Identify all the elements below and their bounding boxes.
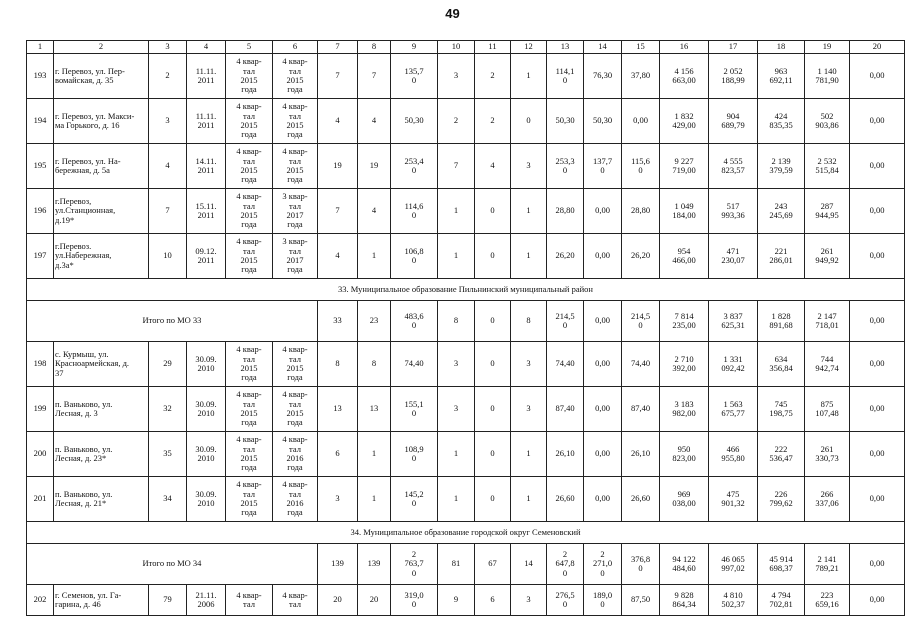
column-number-header: 13 [547,41,584,54]
table-cell: 13 [358,387,391,432]
table-cell: 4 квар- тал 2015 года [226,54,273,99]
total-cell: 7 814 235,00 [660,301,709,342]
total-cell: 214,5 0 [547,301,584,342]
column-number-header: 20 [850,41,905,54]
table-cell: 517 993,36 [709,189,758,234]
table-cell: 3 [511,387,547,432]
table-cell: 26,60 [622,477,660,522]
address-cell: п. Ваньково, ул. Лесная, д. 21* [54,477,149,522]
table-cell: 3 183 982,00 [660,387,709,432]
table-cell: 4 квар- тал 2016 года [273,432,318,477]
page-number: 49 [445,6,460,21]
table-cell: 1 140 781,90 [805,54,850,99]
table-cell: 4 [149,144,187,189]
table-cell: 10 [149,234,187,279]
table-cell: 0 [475,234,511,279]
table-row [27,189,905,234]
table-cell: 4 квар- тал [226,585,273,616]
table-cell: 0 [511,99,547,144]
table-cell: 4 квар- тал 2015 года [226,144,273,189]
total-cell: 483,6 0 [391,301,438,342]
table-row [27,234,905,279]
total-cell: 139 [358,544,391,585]
table-cell: 261 949,92 [805,234,850,279]
table-cell: 87,40 [622,387,660,432]
table-cell: 4 квар- тал 2015 года [273,342,318,387]
column-number-header: 19 [805,41,850,54]
table-cell: 253,4 0 [391,144,438,189]
table-cell: 4 квар- тал [273,585,318,616]
table-cell: 471 230,07 [709,234,758,279]
table-cell: 11.11. 2011 [187,99,226,144]
table-cell: 4 квар- тал 2015 года [273,54,318,99]
table-cell: 0 [475,432,511,477]
table-cell: 19 [358,144,391,189]
total-cell: 94 122 484,60 [660,544,709,585]
table-cell: 26,20 [547,234,584,279]
table-cell: 9 227 719,00 [660,144,709,189]
table-cell: 0,00 [584,342,622,387]
table-cell: 0,00 [850,387,905,432]
table-cell: 744 942,74 [805,342,850,387]
table-cell: 0,00 [850,189,905,234]
table-cell: 21.11. 2006 [187,585,226,616]
table-cell: 0,00 [850,432,905,477]
table-row [27,477,905,522]
table-row [27,54,905,99]
table-cell: 221 286,01 [758,234,805,279]
total-cell: 1 828 891,68 [758,301,805,342]
table-cell: 8 [358,342,391,387]
section-title: 34. Муниципальное образование городской округ Семеновский [27,522,905,544]
table-cell: 19 [318,144,358,189]
column-number-header: 17 [709,41,758,54]
table-cell: 2 [475,99,511,144]
table-cell: 50,30 [391,99,438,144]
table-cell: 106,8 0 [391,234,438,279]
column-number-header: 1 [27,41,54,54]
column-number-row [27,41,905,54]
table-cell: 904 689,79 [709,99,758,144]
table-cell: 0,00 [584,387,622,432]
total-label: Итого по МО 33 [27,301,318,342]
table-row [27,432,905,477]
table-cell: 2 139 379,59 [758,144,805,189]
table-cell: 7 [318,54,358,99]
table-cell: 4 [358,189,391,234]
table-cell: 266 337,06 [805,477,850,522]
table-cell: 466 955,80 [709,432,758,477]
table-cell: 4 [318,99,358,144]
table-cell: 0,00 [584,432,622,477]
column-number-header: 2 [54,41,149,54]
table-cell: 2 [438,99,475,144]
column-number-header: 4 [187,41,226,54]
total-cell: 3 837 625,31 [709,301,758,342]
table-cell: 4 квар- тал 2016 года [273,477,318,522]
table-cell: 0,00 [584,234,622,279]
total-cell: 2 763,7 0 [391,544,438,585]
table-cell: 108,9 0 [391,432,438,477]
total-cell: 14 [511,544,547,585]
table-cell: 0,00 [850,144,905,189]
table-cell: 189,0 0 [584,585,622,616]
total-cell: 23 [358,301,391,342]
table-cell: 37,80 [622,54,660,99]
table-cell: 4 квар- тал 2015 года [226,477,273,522]
total-cell: 0 [475,301,511,342]
total-cell: 2 141 789,21 [805,544,850,585]
table-cell: 222 536,47 [758,432,805,477]
table-cell: 3 [438,387,475,432]
table-cell: 1 [438,189,475,234]
column-number-header: 5 [226,41,273,54]
table-cell: 4 квар- тал 2015 года [226,387,273,432]
table-cell: 34 [149,477,187,522]
table-cell: 4 квар- тал 2015 года [226,189,273,234]
table-cell: 26,60 [547,477,584,522]
table-row [27,144,905,189]
table-cell: 0 [475,189,511,234]
total-cell: 214,5 0 [622,301,660,342]
table-row [27,99,905,144]
table-cell: 30.09. 2010 [187,387,226,432]
table-cell: 1 [511,477,547,522]
table-cell: 319,0 0 [391,585,438,616]
table-cell: 9 828 864,34 [660,585,709,616]
total-cell: 46 065 997,02 [709,544,758,585]
table-cell: 1 [358,477,391,522]
table-cell: 3 [149,99,187,144]
column-number-header: 15 [622,41,660,54]
table-cell: 1 [438,432,475,477]
table-cell: 1 832 429,00 [660,99,709,144]
total-cell: 0,00 [584,301,622,342]
table-cell: 4 555 823,57 [709,144,758,189]
table-cell: 0,00 [850,234,905,279]
total-cell: 33 [318,301,358,342]
table-cell: 7 [149,189,187,234]
column-number-header: 12 [511,41,547,54]
table-cell: 115,6 0 [622,144,660,189]
table-cell: 0,00 [850,342,905,387]
table-cell: 0,00 [622,99,660,144]
table-cell: 74,40 [622,342,660,387]
total-cell: 8 [438,301,475,342]
table-cell: 6 [318,432,358,477]
total-cell: 81 [438,544,475,585]
total-cell: 8 [511,301,547,342]
table-cell: 1 [511,234,547,279]
table-cell: 1 [511,189,547,234]
table-cell: 09.12. 2011 [187,234,226,279]
address-cell: г. Перевоз, ул. На- бережная, д. 5а [54,144,149,189]
table-cell: 2 052 188,99 [709,54,758,99]
row-number: 194 [27,99,54,144]
column-number-header: 3 [149,41,187,54]
table-cell: 1 [511,54,547,99]
table-cell: 26,20 [622,234,660,279]
table-cell: 3 квар- тал 2017 года [273,234,318,279]
table-cell: 74,40 [547,342,584,387]
table-cell: 28,80 [622,189,660,234]
table-cell: 1 049 184,00 [660,189,709,234]
table-cell: 32 [149,387,187,432]
table-cell: 0 [475,342,511,387]
table-row [27,585,905,616]
table-cell: 4 810 502,37 [709,585,758,616]
table-cell: 3 [318,477,358,522]
total-cell: 67 [475,544,511,585]
column-number-header: 7 [318,41,358,54]
table-cell: 969 038,00 [660,477,709,522]
column-number-header: 6 [273,41,318,54]
table-cell: 26,10 [547,432,584,477]
total-row [27,544,905,585]
table-cell: 4 квар- тал 2015 года [273,387,318,432]
table-cell: 2 532 515,84 [805,144,850,189]
table-cell: 28,80 [547,189,584,234]
address-cell: с. Курмыш, ул. Красноармейская, д. 37 [54,342,149,387]
table-cell: 243 245,69 [758,189,805,234]
address-cell: г. Перевоз, ул. Пер- вомайская, д. 35 [54,54,149,99]
table-cell: 1 [358,432,391,477]
table-cell: 634 356,84 [758,342,805,387]
column-number-header: 16 [660,41,709,54]
table-cell: 276,5 0 [547,585,584,616]
column-number-header: 14 [584,41,622,54]
table-cell: 4 794 702,81 [758,585,805,616]
table-cell: 1 [438,477,475,522]
table-cell: 30.09. 2010 [187,477,226,522]
table-cell: 875 107,48 [805,387,850,432]
table-cell: 2 [149,54,187,99]
table-cell: 0 [475,387,511,432]
address-cell: п. Ваньково, ул. Лесная, д. 3 [54,387,149,432]
table-cell: 15.11. 2011 [187,189,226,234]
table-cell: 4 квар- тал 2015 года [226,99,273,144]
table-cell: 3 [511,585,547,616]
table-cell: 0,00 [850,54,905,99]
table-cell: 950 823,00 [660,432,709,477]
table-cell: 14.11. 2011 [187,144,226,189]
table-cell: 4 квар- тал 2015 года [226,342,273,387]
section-title: 33. Муниципальное образование Пильнинский муниципальный район [27,279,905,301]
table-cell: 4 156 663,00 [660,54,709,99]
table-cell: 261 330,73 [805,432,850,477]
table-cell: 74,40 [391,342,438,387]
table-cell: 0,00 [850,99,905,144]
table-cell: 3 [511,342,547,387]
table-cell: 20 [358,585,391,616]
table-cell: 13 [318,387,358,432]
table-cell: 26,10 [622,432,660,477]
table-cell: 1 [438,234,475,279]
row-number: 201 [27,477,54,522]
column-number-header: 10 [438,41,475,54]
table-body [27,41,905,616]
table-row [27,387,905,432]
table-cell: 7 [318,189,358,234]
table-cell: 50,30 [547,99,584,144]
table-cell: 30.09. 2010 [187,342,226,387]
table-cell: 35 [149,432,187,477]
row-number: 202 [27,585,54,616]
section-title-row [27,522,905,544]
table-cell: 79 [149,585,187,616]
table-cell: 155,1 0 [391,387,438,432]
total-cell: 0,00 [850,544,905,585]
address-cell: г.Перевоз. ул.Набережная, д.3а* [54,234,149,279]
table-cell: 3 [511,144,547,189]
table-cell: 0,00 [584,477,622,522]
table-cell: 0,00 [850,477,905,522]
table-cell: 4 квар- тал 2015 года [273,144,318,189]
table-cell: 114,6 0 [391,189,438,234]
table-cell: 1 [511,432,547,477]
table-cell: 4 квар- тал 2015 года [226,234,273,279]
table-cell: 29 [149,342,187,387]
total-cell: 45 914 698,37 [758,544,805,585]
table-cell: 9 [438,585,475,616]
table-cell: 4 квар- тал 2015 года [226,432,273,477]
table-cell: 1 [358,234,391,279]
table-cell: 2 710 392,00 [660,342,709,387]
row-number: 199 [27,387,54,432]
row-number: 198 [27,342,54,387]
table-cell: 963 692,11 [758,54,805,99]
table-cell: 226 799,62 [758,477,805,522]
address-cell: г. Перевоз, ул. Макси- ма Горького, д. 16 [54,99,149,144]
table-cell: 76,30 [584,54,622,99]
column-number-header: 9 [391,41,438,54]
table-cell: 8 [318,342,358,387]
table-cell: 287 944,95 [805,189,850,234]
table-cell: 3 [438,342,475,387]
row-number: 196 [27,189,54,234]
total-cell: 0,00 [850,301,905,342]
housing-register-table [26,40,905,616]
row-number: 195 [27,144,54,189]
table-cell: 7 [358,54,391,99]
row-number: 197 [27,234,54,279]
row-number: 193 [27,54,54,99]
table-cell: 3 [438,54,475,99]
table-cell: 0,00 [584,189,622,234]
table-cell: 4 квар- тал 2015 года [273,99,318,144]
table-cell: 745 198,75 [758,387,805,432]
total-label: Итого по МО 34 [27,544,318,585]
table-cell: 2 [475,54,511,99]
total-cell: 2 647,8 0 [547,544,584,585]
table-cell: 1 331 092,42 [709,342,758,387]
total-row [27,301,905,342]
table-cell: 87,50 [622,585,660,616]
total-cell: 2 147 718,01 [805,301,850,342]
table-cell: 0 [475,477,511,522]
column-number-header: 18 [758,41,805,54]
table-cell: 114,1 0 [547,54,584,99]
table-cell: 50,30 [584,99,622,144]
table-cell: 145,2 0 [391,477,438,522]
table-cell: 223 659,16 [805,585,850,616]
address-cell: г.Перевоз, ул.Станционная, д.19* [54,189,149,234]
table-row [27,342,905,387]
table-cell: 502 903,86 [805,99,850,144]
table-cell: 20 [318,585,358,616]
table-cell: 424 835,35 [758,99,805,144]
total-cell: 2 271,0 0 [584,544,622,585]
table-cell: 30.09. 2010 [187,432,226,477]
table-cell: 7 [438,144,475,189]
column-number-header: 8 [358,41,391,54]
table-cell: 0,00 [850,585,905,616]
table-cell: 87,40 [547,387,584,432]
table-cell: 954 466,00 [660,234,709,279]
row-number: 200 [27,432,54,477]
table-cell: 4 [318,234,358,279]
column-number-header: 11 [475,41,511,54]
total-cell: 376,8 0 [622,544,660,585]
table-cell: 475 901,32 [709,477,758,522]
address-cell: п. Ваньково, ул. Лесная, д. 23* [54,432,149,477]
total-cell: 139 [318,544,358,585]
table-cell: 11.11. 2011 [187,54,226,99]
table-cell: 137,7 0 [584,144,622,189]
table-cell: 135,7 0 [391,54,438,99]
address-cell: г. Семенов, ул. Га- гарина, д. 46 [54,585,149,616]
table-cell: 4 [475,144,511,189]
table-cell: 6 [475,585,511,616]
table-cell: 253,3 0 [547,144,584,189]
table-cell: 4 [358,99,391,144]
section-title-row [27,279,905,301]
table-cell: 3 квар- тал 2017 года [273,189,318,234]
table-cell: 1 563 675,77 [709,387,758,432]
